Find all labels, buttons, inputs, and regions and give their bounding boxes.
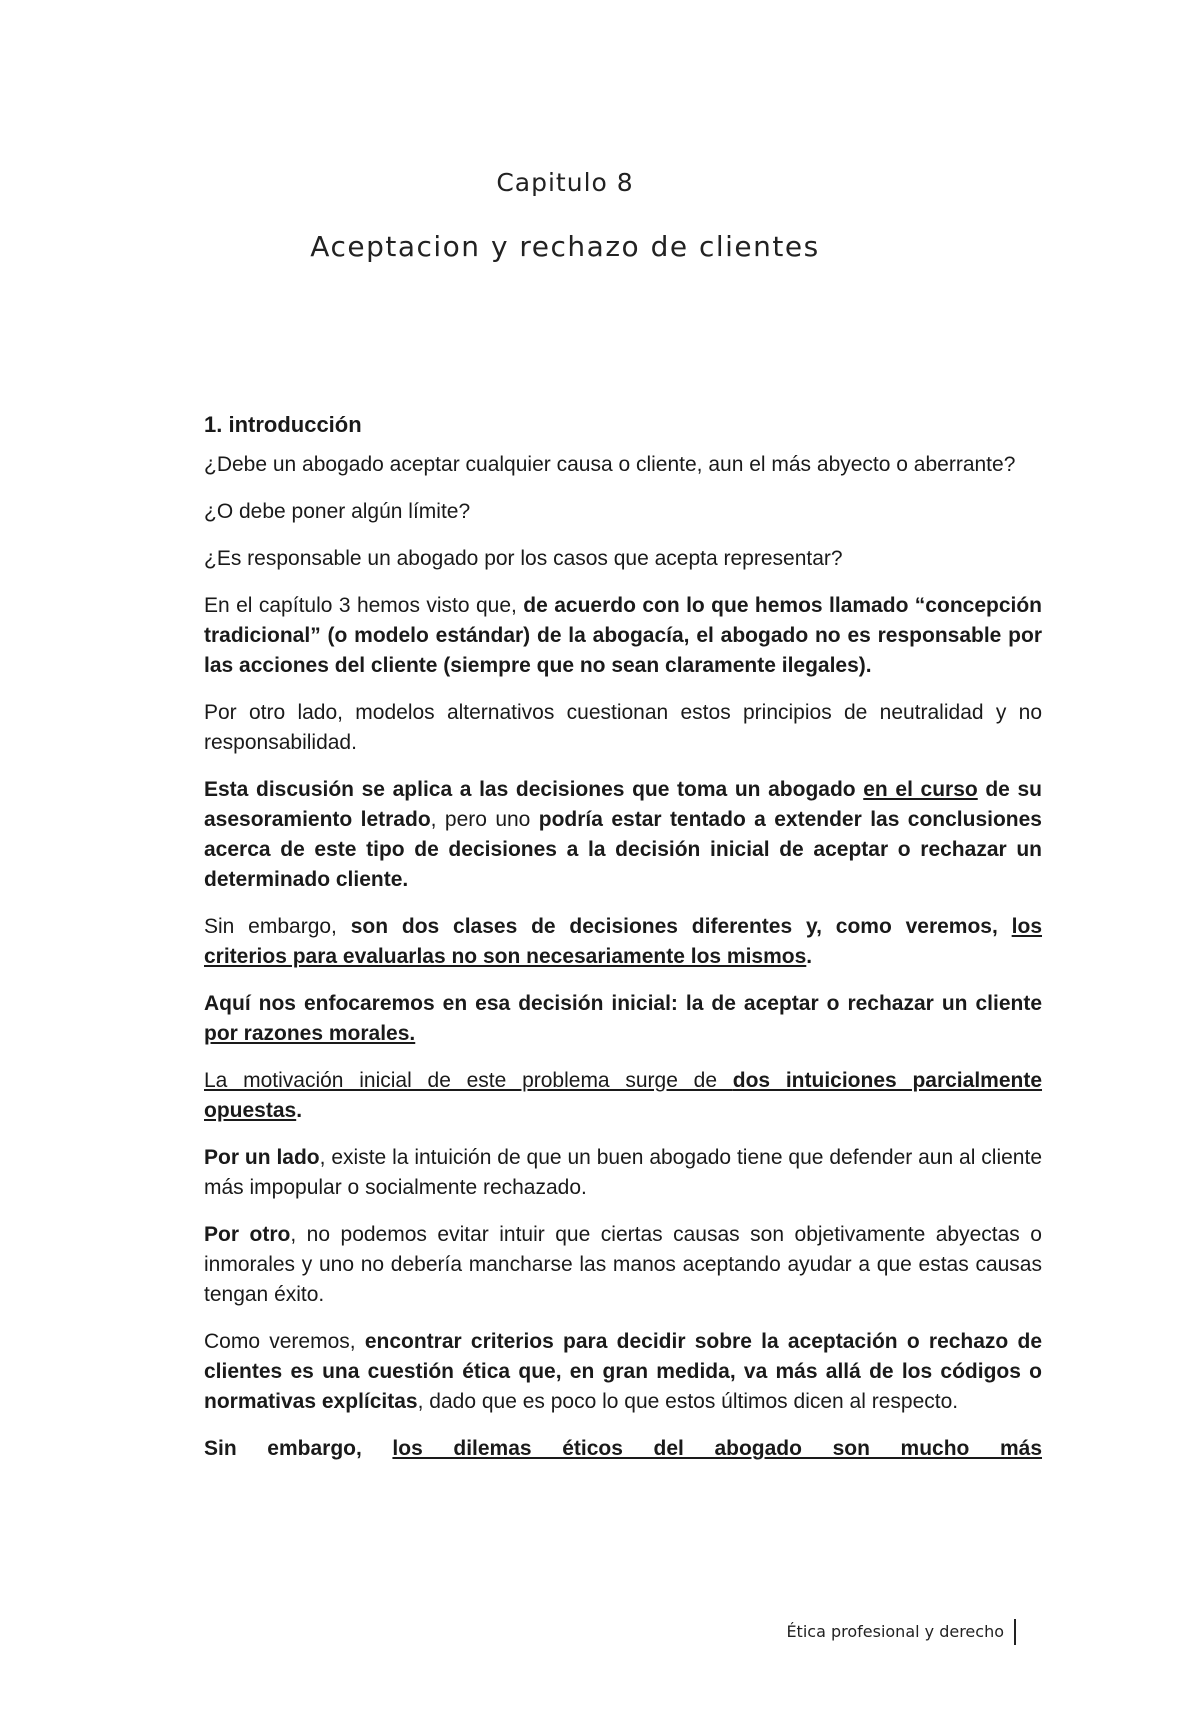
paragraph-2: ¿O debe poner algún límite?: [204, 500, 471, 523]
paragraph-1: ¿Debe un abogado aceptar cualquier causa o cliente, aun el más abyecto o aberrante?: [204, 453, 1016, 476]
bold-run: .: [296, 1099, 303, 1122]
paragraph-11: [204, 1220, 1042, 1310]
bold-run: podría estar tentado a extender las conclusiones acerca de este tipo de decisiones a la decisión inicial de aceptar o rechazar un determinado cliente.: [204, 808, 1042, 891]
bold-run: Aquí nos enfocaremos en esa decisión inicial: la de aceptar o rechazar un cliente: [204, 992, 1042, 1015]
paragraph-10: [204, 1143, 1042, 1203]
bold-run: .: [806, 945, 813, 968]
paragraph-7: [204, 912, 1042, 972]
chapter-title: Aceptacion y rechazo de clientes: [310, 230, 820, 263]
bold-run: Por otro: [204, 1223, 291, 1246]
paragraph-9: [204, 1066, 1042, 1126]
text-run: , existe la intuición de que un buen abogado tiene que defender aun al cliente más impopular o socialmente rechazado.: [204, 1146, 1043, 1199]
text-run: , no podemos evitar intuir que ciertas causas son objetivamente abyectas o inmorales y uno no debería mancharse las manos aceptando ayudar a que estas causas tengan éxito.: [204, 1223, 1042, 1306]
bold-run: Sin embargo,: [204, 1437, 393, 1460]
bold-run: son dos clases de decisiones diferentes y, como veremos,: [350, 915, 1012, 938]
bold-run: de acuerdo con lo que hemos llamado “concepción tradicional” (o modelo estándar) de la abogacía, el abogado no es responsable por las acciones del cliente (siempre que no sean claramente ilegales).: [204, 594, 1043, 677]
section-heading: 1. introducción: [204, 412, 362, 437]
paragraph-4: [204, 591, 1042, 681]
paragraph-8: [204, 989, 1042, 1049]
paragraph-6: [204, 775, 1042, 895]
paragraph-12: [204, 1327, 1042, 1417]
paragraph-5: Por otro lado, modelos alternativos cuestionan estos principios de neutralidad y no responsabilidad.: [204, 701, 1042, 754]
underlined-run: dos intuiciones parcialmente opuestas: [204, 1069, 1043, 1122]
page-footer: Ética profesional y derecho: [786, 1619, 1016, 1645]
underlined-run: en el curso: [863, 778, 978, 801]
document-body: [204, 410, 1042, 1481]
bold-run: de su asesoramiento letrado: [204, 778, 1042, 831]
text-run: En el capítulo 3 hemos visto que,: [204, 594, 524, 617]
text-run: Sin embargo,: [204, 915, 351, 938]
bold-run: encontrar criterios para decidir sobre la aceptación o rechazo de clientes es una cuestión ética que, en gran medida, va más allá de los códigos o normativas explícitas: [204, 1330, 1042, 1413]
paragraph-3: ¿Es responsable un abogado por los casos que acepta representar?: [204, 547, 843, 570]
text-run: , pero uno: [430, 808, 539, 831]
bold-run: Esta discusión se aplica a las decisiones que toma un abogado: [204, 778, 864, 801]
text-run: , dado que es poco lo que estos últimos dicen al respecto.: [417, 1390, 959, 1413]
text-run: Como veremos,: [204, 1330, 365, 1353]
paragraph-13: [204, 1434, 1042, 1464]
chapter-label: Capitulo 8: [496, 168, 634, 197]
underlined-run: los dilemas éticos del abogado son mucho más: [392, 1437, 1042, 1460]
underlined-run: La motivación inicial de este problema surge de: [204, 1069, 733, 1092]
underlined-run: por razones morales.: [204, 1022, 416, 1045]
underlined-run: los criterios para evaluarlas no son necesariamente los mismos: [204, 915, 1042, 968]
bold-run: Por un lado: [204, 1146, 320, 1169]
